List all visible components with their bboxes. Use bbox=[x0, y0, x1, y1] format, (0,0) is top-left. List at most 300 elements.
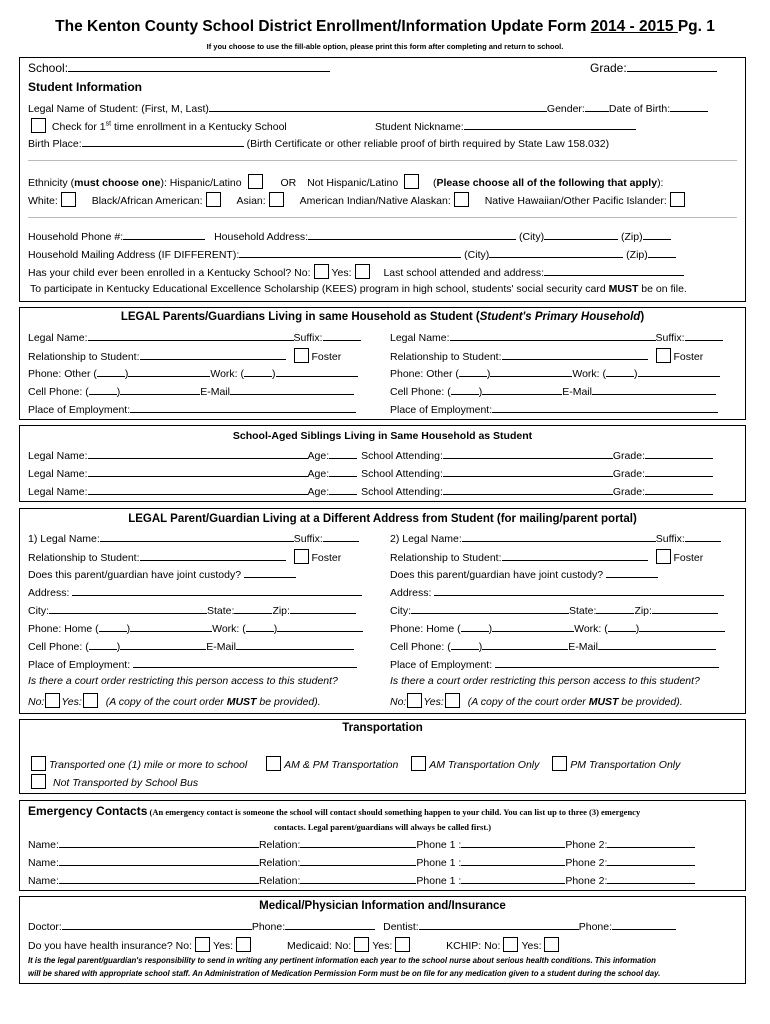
last-school-field[interactable] bbox=[544, 265, 684, 276]
d2-custody-row bbox=[390, 567, 658, 581]
g2-name-row bbox=[390, 330, 723, 344]
nickname-row bbox=[375, 119, 636, 133]
enrolled-before-row bbox=[28, 264, 684, 279]
g2-phone-other-label: Phone: Other ( bbox=[390, 368, 459, 380]
d2-name-row bbox=[390, 531, 721, 545]
d2-suffix-label: Suffix: bbox=[655, 533, 685, 545]
d2-zip-field[interactable] bbox=[652, 603, 718, 614]
insurance-no-label: Do you have health insurance? No: bbox=[28, 940, 193, 952]
first-time-row bbox=[28, 118, 287, 133]
sibling-1-school-label: School Attending: bbox=[361, 450, 443, 462]
g2-cell-row: Cell Phone: ( ) E-Mail bbox=[390, 384, 716, 398]
d2-employment-label: Place of Employment: bbox=[390, 659, 493, 671]
g2-phone-area[interactable] bbox=[459, 366, 487, 377]
birth-cert-note: (Birth Certificate or other reliable proof of birth required by State Law 158.032) bbox=[246, 138, 610, 150]
dentist-field[interactable] bbox=[419, 919, 579, 930]
last-school-label: Last school attended and address: bbox=[383, 267, 544, 279]
g2-work-label: Work: ( bbox=[572, 368, 607, 380]
sibling-3-name-field[interactable] bbox=[88, 484, 308, 495]
g1-foster-label: Foster bbox=[311, 351, 342, 363]
sibling-2-age-label: Age: bbox=[307, 468, 330, 480]
ec-3-relation-label: Relation: bbox=[258, 875, 301, 887]
sibling-1-age-field[interactable] bbox=[329, 448, 357, 459]
ec-2-phone2-label: Phone 2: bbox=[565, 857, 608, 869]
d1-cell-row: Cell Phone: ( ) E-Mail bbox=[28, 639, 354, 653]
dentist-label: Dentist: bbox=[383, 921, 419, 933]
d2-employment-field[interactable] bbox=[495, 657, 719, 668]
d1-court-no-checkbox[interactable] bbox=[45, 693, 60, 708]
ec-2-relation-label: Relation: bbox=[258, 857, 301, 869]
d1-court-copy-post: be provided). bbox=[256, 696, 321, 708]
kees-note bbox=[30, 283, 687, 295]
d2-phone-home-label: Phone: Home ( bbox=[390, 623, 461, 635]
doctor-field[interactable] bbox=[62, 919, 252, 930]
ec-1-name-field[interactable] bbox=[59, 837, 259, 848]
dentist-phone-field[interactable] bbox=[612, 919, 676, 930]
transportation-section bbox=[19, 719, 746, 794]
medical-note-2: will be shared with appropriate school staff. An Administration of Medication Permission Form must be on file for any medication given to a student during the school day. bbox=[28, 969, 661, 978]
ec-2-phone1-label: Phone 1 : bbox=[416, 857, 462, 869]
g1-cell-row: Cell Phone: ( ) E-Mail bbox=[28, 384, 354, 398]
nickname-label: Student Nickname: bbox=[375, 121, 464, 133]
insurance-row bbox=[28, 937, 562, 952]
d1-zip-label: Zip: bbox=[272, 605, 290, 617]
g2-email-label: E-Mail bbox=[562, 386, 592, 398]
g2-cell-label: Cell Phone: ( bbox=[390, 386, 451, 398]
transport-one-mile-checkbox[interactable] bbox=[31, 756, 46, 771]
enrolled-yes-label: Yes: bbox=[331, 267, 352, 279]
ec-2-relation-field[interactable] bbox=[300, 855, 416, 866]
g2-cell-area[interactable] bbox=[451, 384, 479, 395]
d2-relationship-field[interactable] bbox=[502, 550, 648, 561]
d2-email-field[interactable] bbox=[598, 639, 716, 650]
sibling-2-age-field[interactable] bbox=[329, 466, 357, 477]
d2-relationship-label: Relationship to Student: bbox=[390, 552, 502, 564]
d1-suffix-field[interactable] bbox=[323, 531, 359, 542]
fillable-note: If you choose to use the fill-able option, please print this form after completing and return to school. bbox=[206, 42, 564, 51]
mailing-address-row bbox=[28, 247, 676, 261]
ec-3-name-label: Name: bbox=[28, 875, 59, 887]
d1-court-order-row bbox=[28, 693, 321, 708]
or-label: OR bbox=[280, 177, 297, 189]
transport-am-pm-label: AM & PM Transportation bbox=[284, 759, 399, 771]
d1-custody-row bbox=[28, 567, 296, 581]
race-instruction-close: ): bbox=[657, 177, 664, 189]
sibling-2-name-field[interactable] bbox=[88, 466, 308, 477]
title-main: The Kenton County School District Enrollment/Information Update Form bbox=[55, 18, 591, 35]
d1-cell-area[interactable] bbox=[89, 639, 117, 650]
d1-court-copy-bold: MUST bbox=[226, 696, 257, 708]
doctor-label: Doctor: bbox=[28, 921, 62, 933]
first-time-checkbox[interactable] bbox=[31, 118, 46, 133]
g2-cell-field[interactable] bbox=[482, 384, 562, 395]
ec-1-relation-field[interactable] bbox=[300, 837, 416, 848]
dob-field[interactable] bbox=[670, 101, 708, 112]
sibling-1-name-label: Legal Name: bbox=[28, 450, 88, 462]
d1-legal-name-label: 1) Legal Name: bbox=[28, 533, 100, 545]
g2-employment-field[interactable] bbox=[492, 402, 718, 413]
household-city-label: (City) bbox=[518, 231, 545, 243]
emergency-section bbox=[19, 800, 746, 891]
sibling-1-grade-field[interactable] bbox=[645, 448, 713, 459]
d2-city-field[interactable] bbox=[411, 603, 569, 614]
household-city-field[interactable] bbox=[544, 229, 618, 240]
g2-suffix-field[interactable] bbox=[685, 330, 723, 341]
transportation-title: Transportation bbox=[342, 722, 423, 734]
sibling-2-grade-label: Grade: bbox=[612, 468, 645, 480]
guardians-same-title-pre: LEGAL Parents/Guardians Living in same Household as Student ( bbox=[120, 311, 480, 323]
d2-court-no-label: No: bbox=[390, 696, 407, 708]
medicaid-yes-label: Yes: bbox=[372, 940, 393, 952]
transport-one-mile-label: Transported one (1) mile or more to school bbox=[49, 759, 248, 771]
ec-1-phone1-field[interactable] bbox=[461, 837, 565, 848]
transport-am-only-label: AM Transportation Only bbox=[429, 759, 540, 771]
g2-legal-name-label: Legal Name: bbox=[390, 332, 450, 344]
kees-note-bold: MUST bbox=[608, 283, 639, 295]
d2-court-yes-checkbox[interactable] bbox=[445, 693, 460, 708]
g1-phone-row: Phone: Other ( ) Work: ( ) bbox=[28, 366, 358, 380]
sibling-3-grade-field[interactable] bbox=[645, 484, 713, 495]
d2-state-label: State: bbox=[569, 605, 597, 617]
ec-1-phone2-field[interactable] bbox=[607, 837, 695, 848]
sibling-2-grade-field[interactable] bbox=[645, 466, 713, 477]
d2-court-no-checkbox[interactable] bbox=[407, 693, 422, 708]
sibling-row-3 bbox=[28, 484, 713, 498]
guardians-same-title-post: ) bbox=[640, 311, 645, 323]
d1-phone-area[interactable] bbox=[99, 621, 127, 632]
g1-suffix-field[interactable] bbox=[323, 330, 361, 341]
d1-cell-field[interactable] bbox=[120, 639, 206, 650]
first-time-label-post: time enrollment in a Kentucky School bbox=[111, 121, 287, 133]
grade-field[interactable] bbox=[627, 61, 717, 72]
sibling-3-school-field[interactable] bbox=[443, 484, 613, 495]
d2-state-field[interactable] bbox=[596, 603, 634, 614]
divider-1 bbox=[28, 160, 737, 161]
race-black-label: Black/African American: bbox=[91, 195, 203, 207]
student-info-section bbox=[19, 57, 746, 302]
d2-work-area[interactable] bbox=[608, 621, 636, 632]
form-title bbox=[0, 18, 770, 36]
divider-2 bbox=[28, 217, 737, 218]
d1-employment-label: Place of Employment: bbox=[28, 659, 131, 671]
d1-work-area[interactable] bbox=[246, 621, 274, 632]
d2-cell-row: Cell Phone: ( ) E-Mail bbox=[390, 639, 716, 653]
ec-2-phone2-field[interactable] bbox=[607, 855, 695, 866]
g1-email-field[interactable] bbox=[230, 384, 354, 395]
d2-custody-label: Does this parent/guardian have joint custody? bbox=[390, 569, 604, 581]
d1-email-label: E-Mail bbox=[206, 641, 236, 653]
g1-cell-area[interactable] bbox=[89, 384, 117, 395]
g1-relationship-row bbox=[28, 348, 341, 363]
d1-city-label: City: bbox=[28, 605, 49, 617]
ec-2-name-field[interactable] bbox=[59, 855, 259, 866]
ec-1-phone2-label: Phone 2: bbox=[565, 839, 608, 851]
siblings-section bbox=[19, 425, 746, 502]
emergency-title-row bbox=[28, 804, 640, 818]
d1-court-yes-checkbox[interactable] bbox=[83, 693, 98, 708]
g2-employment-row bbox=[390, 402, 718, 416]
g1-employment-field[interactable] bbox=[130, 402, 356, 413]
kchip-yes-checkbox[interactable] bbox=[544, 937, 559, 952]
household-phone-field[interactable] bbox=[123, 229, 205, 240]
d1-phone-row: Phone: Home ( ) Work: ( ) bbox=[28, 621, 363, 635]
enrolled-yes-checkbox[interactable] bbox=[355, 264, 370, 279]
d2-zip-label: Zip: bbox=[634, 605, 652, 617]
g1-email-label: E-Mail bbox=[200, 386, 230, 398]
d1-phone-field[interactable] bbox=[130, 621, 212, 632]
student-info-heading: Student Information bbox=[28, 80, 142, 94]
race-asian-checkbox[interactable] bbox=[269, 192, 284, 207]
ec-1-relation-label: Relation: bbox=[258, 839, 301, 851]
transport-not-checkbox[interactable] bbox=[31, 774, 46, 789]
d2-legal-name-label: 2) Legal Name: bbox=[390, 533, 462, 545]
d2-email-label: E-Mail bbox=[568, 641, 598, 653]
insurance-yes-label: Yes: bbox=[213, 940, 234, 952]
g2-email-field[interactable] bbox=[592, 384, 716, 395]
g1-foster-checkbox[interactable] bbox=[294, 348, 309, 363]
d1-zip-field[interactable] bbox=[290, 603, 356, 614]
g1-relationship-field[interactable] bbox=[140, 349, 286, 360]
d1-employment-field[interactable] bbox=[133, 657, 357, 668]
medicaid-no-label: Medicaid: No: bbox=[287, 940, 352, 952]
legal-name-field[interactable] bbox=[209, 101, 547, 112]
transport-not-row bbox=[28, 774, 198, 789]
kees-note-pre: To participate in Kentucky Educational Excellence Scholarship (KEES) program in high school, students' social security card bbox=[30, 283, 609, 295]
transport-pm-only-label: PM Transportation Only bbox=[570, 759, 681, 771]
g2-relationship-field[interactable] bbox=[502, 349, 648, 360]
grade-row bbox=[590, 61, 717, 75]
d1-custody-label: Does this parent/guardian have joint custody? bbox=[28, 569, 242, 581]
d2-address-field[interactable] bbox=[434, 585, 724, 596]
g2-legal-name-field[interactable] bbox=[450, 330, 656, 341]
d2-foster-checkbox[interactable] bbox=[656, 549, 671, 564]
d1-city-field[interactable] bbox=[49, 603, 207, 614]
household-address-field[interactable] bbox=[308, 229, 516, 240]
race-white-checkbox[interactable] bbox=[61, 192, 76, 207]
d1-legal-name-field[interactable] bbox=[100, 531, 294, 542]
g2-phone-row: Phone: Other ( ) Work: ( ) bbox=[390, 366, 720, 380]
medicaid-yes-checkbox[interactable] bbox=[395, 937, 410, 952]
insurance-no-checkbox[interactable] bbox=[195, 937, 210, 952]
g1-legal-name-field[interactable] bbox=[88, 330, 294, 341]
birth-place-row bbox=[28, 136, 609, 150]
mailing-address-label: Household Mailing Address (IF DIFFERENT): bbox=[28, 249, 240, 261]
transport-pm-only-checkbox[interactable] bbox=[552, 756, 567, 771]
gender-field[interactable] bbox=[585, 101, 609, 112]
hispanic-label: ): Hispanic/Latino bbox=[160, 177, 242, 189]
g2-phone-field[interactable] bbox=[490, 366, 572, 377]
race-instruction: Please choose all of the following that apply bbox=[436, 177, 658, 189]
first-time-label-pre: Check for 1 bbox=[51, 121, 106, 133]
race-pacific-checkbox[interactable] bbox=[670, 192, 685, 207]
d1-court-no-label: No: bbox=[28, 696, 45, 708]
emergency-title: Emergency Contacts bbox=[28, 804, 148, 818]
ec-3-phone2-label: Phone 2: bbox=[565, 875, 608, 887]
legal-name-row bbox=[28, 101, 708, 115]
sibling-2-name-label: Legal Name: bbox=[28, 468, 88, 480]
race-asian-label: Asian: bbox=[236, 195, 266, 207]
siblings-title: School-Aged Siblings Living in Same Household as Student bbox=[232, 430, 533, 442]
g1-phone-area[interactable] bbox=[97, 366, 125, 377]
d2-court-yes-label: Yes: bbox=[423, 696, 444, 708]
doctor-phone-field[interactable] bbox=[285, 919, 375, 930]
kchip-no-checkbox[interactable] bbox=[503, 937, 518, 952]
ec-1-name-label: Name: bbox=[28, 839, 59, 851]
mailing-zip-label: (Zip) bbox=[626, 249, 648, 261]
d1-address-row bbox=[28, 585, 362, 599]
dob-label: Date of Birth: bbox=[608, 103, 671, 115]
mailing-city-label: (City) bbox=[464, 249, 490, 261]
transport-am-only-checkbox[interactable] bbox=[411, 756, 426, 771]
g1-work-field[interactable] bbox=[276, 366, 358, 377]
ethnicity-bold: must choose one bbox=[74, 177, 161, 189]
race-native-american-label: American Indian/Native Alaskan: bbox=[299, 195, 451, 207]
emergency-note-1: (An emergency contact is someone the school will contact should something happen to your child. You can list up to three (3) emergency bbox=[147, 807, 641, 817]
g2-work-field[interactable] bbox=[638, 366, 720, 377]
first-time-sup: st bbox=[105, 120, 112, 128]
school-row bbox=[28, 61, 330, 75]
g1-phone-other-label: Phone: Other ( bbox=[28, 368, 97, 380]
guardians-same-section bbox=[19, 307, 746, 420]
ec-3-phone1-field[interactable] bbox=[461, 873, 565, 884]
hispanic-checkbox[interactable] bbox=[248, 174, 263, 189]
guardians-diff-section bbox=[19, 508, 746, 714]
d1-foster-checkbox[interactable] bbox=[294, 549, 309, 564]
sibling-1-age-label: Age: bbox=[307, 450, 330, 462]
ec-3-phone1-label: Phone 1 : bbox=[416, 875, 462, 887]
d2-cell-area[interactable] bbox=[451, 639, 479, 650]
d1-custody-field[interactable] bbox=[244, 567, 296, 578]
d2-city-row bbox=[390, 603, 718, 617]
household-zip-label: (Zip) bbox=[620, 231, 643, 243]
mailing-city-field[interactable] bbox=[489, 247, 623, 258]
sibling-1-grade-label: Grade: bbox=[612, 450, 645, 462]
not-hispanic-checkbox[interactable] bbox=[404, 174, 419, 189]
nickname-field[interactable] bbox=[464, 119, 636, 130]
g2-employment-label: Place of Employment: bbox=[390, 404, 493, 416]
enrolled-before-label: Has your child ever been enrolled in a Kentucky School? No: bbox=[28, 267, 311, 279]
d2-phone-field[interactable] bbox=[492, 621, 574, 632]
d1-cell-label: Cell Phone: ( bbox=[28, 641, 89, 653]
g1-work-area[interactable] bbox=[244, 366, 272, 377]
d2-cell-field[interactable] bbox=[482, 639, 568, 650]
d2-legal-name-field[interactable] bbox=[462, 531, 656, 542]
d1-employment-row bbox=[28, 657, 357, 671]
household-address-label: Household Address: bbox=[214, 231, 309, 243]
guardians-diff-title: LEGAL Parent/Guardian Living at a Different Address from Student (for mailing/parent portal) bbox=[128, 513, 637, 525]
race-white-label: White: bbox=[28, 195, 58, 207]
d2-address-row bbox=[390, 585, 724, 599]
household-zip-field[interactable] bbox=[643, 229, 671, 240]
sibling-row-2 bbox=[28, 466, 713, 480]
transport-am-pm-checkbox[interactable] bbox=[266, 756, 281, 771]
doctor-phone-label: Phone: bbox=[251, 921, 286, 933]
race-native-american-checkbox[interactable] bbox=[454, 192, 469, 207]
sibling-1-name-field[interactable] bbox=[88, 448, 308, 459]
g1-phone-field[interactable] bbox=[128, 366, 210, 377]
sibling-3-school-label: School Attending: bbox=[361, 486, 443, 498]
school-label: School: bbox=[28, 61, 69, 75]
kchip-yes-label: Yes: bbox=[521, 940, 542, 952]
sibling-2-school-field[interactable] bbox=[443, 466, 613, 477]
d1-phone-home-label: Phone: Home ( bbox=[28, 623, 99, 635]
d2-phone-row: Phone: Home ( ) Work: ( ) bbox=[390, 621, 725, 635]
medicaid-no-checkbox[interactable] bbox=[354, 937, 369, 952]
guardians-same-title bbox=[20, 311, 745, 323]
g1-cell-label: Cell Phone: ( bbox=[28, 386, 89, 398]
d1-work-field[interactable] bbox=[277, 621, 363, 632]
title-year: 2014 - 2015 bbox=[590, 18, 678, 35]
sibling-2-school-label: School Attending: bbox=[361, 468, 443, 480]
d2-work-field[interactable] bbox=[639, 621, 725, 632]
d2-phone-area[interactable] bbox=[461, 621, 489, 632]
d1-address-field[interactable] bbox=[72, 585, 362, 596]
ec-3-name-field[interactable] bbox=[59, 873, 259, 884]
d2-address-label: Address: bbox=[390, 587, 432, 599]
d2-cell-label: Cell Phone: ( bbox=[390, 641, 451, 653]
g1-cell-field[interactable] bbox=[120, 384, 200, 395]
race-row bbox=[28, 192, 688, 207]
legal-name-label: Legal Name of Student: (First, M, Last) bbox=[28, 103, 209, 115]
d1-name-row bbox=[28, 531, 359, 545]
ec-3-relation-field[interactable] bbox=[300, 873, 416, 884]
mailing-address-field[interactable] bbox=[239, 247, 461, 258]
ec-2-phone1-field[interactable] bbox=[461, 855, 565, 866]
g2-work-area[interactable] bbox=[606, 366, 634, 377]
d1-relationship-field[interactable] bbox=[140, 550, 286, 561]
d2-court-order-q: Is there a court order restricting this person access to this student? bbox=[390, 675, 700, 687]
g2-foster-checkbox[interactable] bbox=[656, 348, 671, 363]
d1-court-yes-label: Yes: bbox=[61, 696, 82, 708]
g2-relationship-label: Relationship to Student: bbox=[390, 351, 502, 363]
mailing-zip-field[interactable] bbox=[648, 247, 676, 258]
title-page: Pg. 1 bbox=[677, 18, 715, 35]
household-phone-label: Household Phone #: bbox=[28, 231, 124, 243]
race-pacific-label: Native Hawaiian/Other Pacific Islander: bbox=[484, 195, 667, 207]
d1-relationship-row bbox=[28, 549, 341, 564]
sibling-3-grade-label: Grade: bbox=[612, 486, 645, 498]
birth-place-field[interactable] bbox=[82, 136, 244, 147]
d2-custody-field[interactable] bbox=[606, 567, 658, 578]
emergency-note-2: contacts. Legal parent/guardians will always be called first.) bbox=[273, 822, 492, 832]
d1-court-copy-pre: (A copy of the court order bbox=[105, 696, 227, 708]
g1-employment-row bbox=[28, 402, 356, 416]
d1-state-field[interactable] bbox=[234, 603, 272, 614]
d1-email-field[interactable] bbox=[236, 639, 354, 650]
d2-city-label: City: bbox=[390, 605, 411, 617]
d2-relationship-row bbox=[390, 549, 703, 564]
insurance-yes-checkbox[interactable] bbox=[236, 937, 251, 952]
sibling-3-age-label: Age: bbox=[307, 486, 330, 498]
race-black-checkbox[interactable] bbox=[206, 192, 221, 207]
medical-note-1: It is the legal parent/guardian's responsibility to send in writing any pertinent information each year to the school nurse about serious health conditions. This information bbox=[28, 956, 656, 965]
d2-suffix-field[interactable] bbox=[685, 531, 721, 542]
ec-row-2 bbox=[28, 855, 695, 869]
ec-3-phone2-field[interactable] bbox=[607, 873, 695, 884]
sibling-3-name-label: Legal Name: bbox=[28, 486, 88, 498]
g1-name-row bbox=[28, 330, 361, 344]
sibling-3-age-field[interactable] bbox=[329, 484, 357, 495]
sibling-row-1 bbox=[28, 448, 713, 462]
d2-employment-row bbox=[390, 657, 719, 671]
ethnicity-row bbox=[28, 174, 663, 189]
school-field[interactable] bbox=[68, 61, 330, 72]
enrolled-no-checkbox[interactable] bbox=[314, 264, 329, 279]
sibling-1-school-field[interactable] bbox=[443, 448, 613, 459]
g1-relationship-label: Relationship to Student: bbox=[28, 351, 140, 363]
ethnicity-label: Ethnicity ( bbox=[28, 177, 75, 189]
g1-work-label: Work: ( bbox=[210, 368, 245, 380]
